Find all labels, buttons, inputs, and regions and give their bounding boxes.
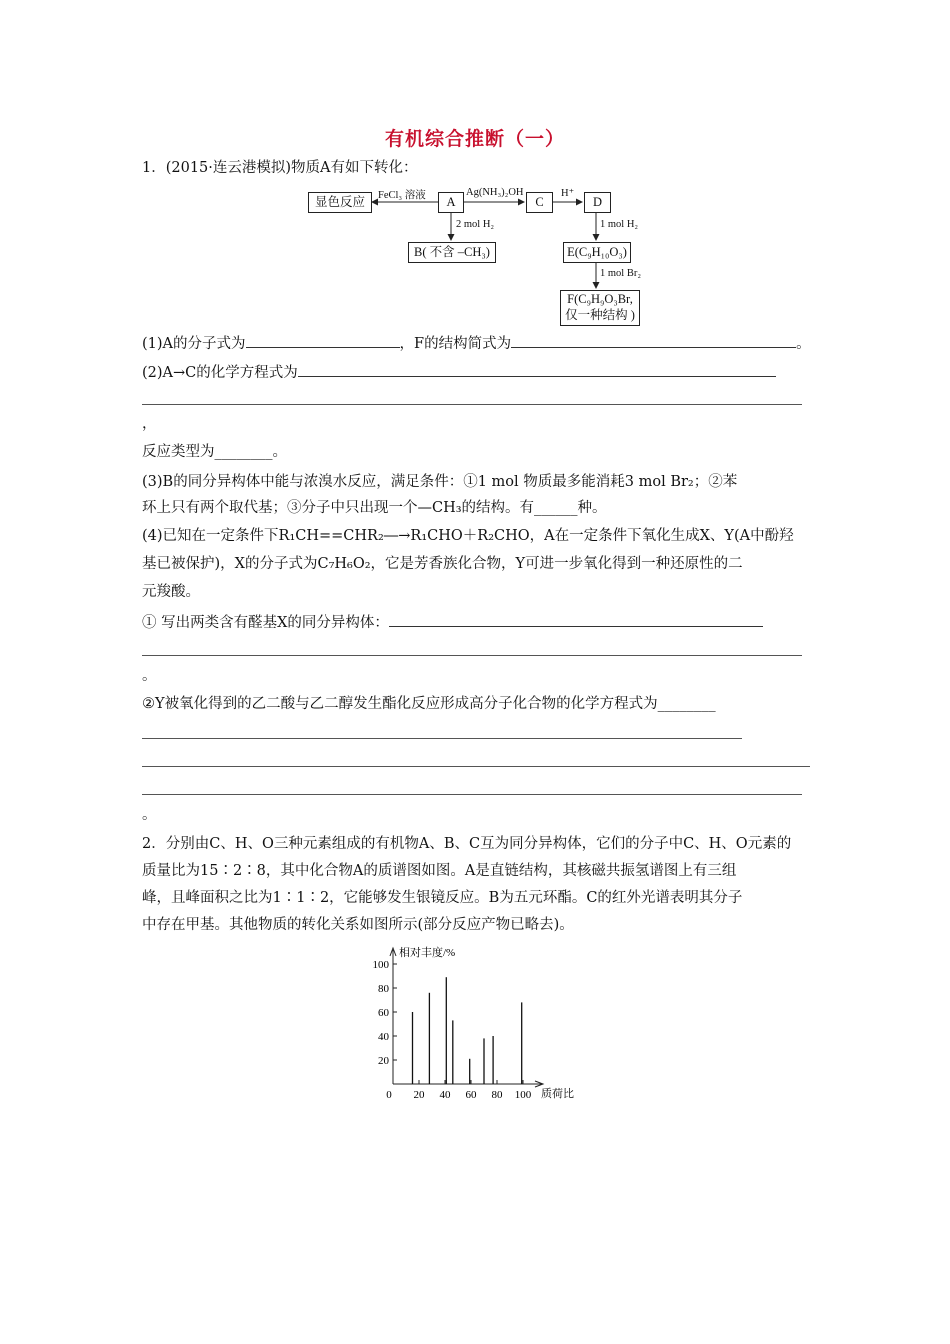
answer-blank-equation-ac[interactable] — [298, 362, 776, 377]
q1-comma: ， — [142, 416, 157, 432]
box-a: A — [438, 192, 464, 213]
box-d: D — [584, 192, 611, 213]
q2-line4: 中存在甲基。其他物质的转化关系如图所示(部分反应产物已略去)。 — [142, 917, 574, 933]
answer-blank-formula-a[interactable] — [246, 333, 400, 348]
q1-part1-b: ，F的结构简式为 — [399, 336, 512, 352]
q1-part4-sub1-text: ① 写出两类含有醛基X的同分异构体： — [142, 615, 389, 631]
q1-part4-line1: (4)已知在一定条件下R₁CH==CHR₂―→R₁CHO＋R₂CHO，A在一定条件下氧化生成X、Y(A中酚羟 — [142, 528, 794, 544]
answer-line[interactable] — [142, 766, 810, 767]
y-tick-label: 40 — [378, 1031, 389, 1043]
answer-blank-structure-f[interactable] — [511, 333, 796, 348]
box-f-line1: F(C₉H₉O₃Br, — [567, 292, 633, 306]
q1-part4-period2: 。 — [142, 807, 157, 823]
y-tick-label: 100 — [372, 959, 389, 971]
q1-part2-type: 反应类型为________。 — [142, 444, 287, 460]
q2-line2: 质量比为15∶2∶8，其中化合物A的质谱图如图。A是直链结构，其核磁共振氢谱图上有三组 — [142, 863, 737, 879]
q1-intro: 1．(2015·连云港模拟)物质A有如下转化： — [142, 160, 418, 176]
q1-part2 — [142, 362, 776, 383]
q1-part1 — [142, 333, 811, 354]
label-1mol-br2: 1 mol Br₂ — [600, 268, 641, 279]
chart-xlabel: 质荷比 — [541, 1088, 574, 1100]
chart-ylabel: 相对丰度/% — [399, 947, 456, 959]
q1-part1-end: 。 — [796, 336, 811, 352]
box-b: B( 不含 –CH₃) — [408, 242, 496, 263]
y-tick-label: 80 — [378, 983, 389, 995]
x-tick-label: 80 — [491, 1089, 503, 1101]
x-tick-label: 100 — [514, 1089, 532, 1101]
q1-part4-sub1 — [142, 612, 763, 633]
label-ag-nh3: Ag(NH₃)₂OH — [466, 187, 524, 198]
q2-line1: 2．分别由C、H、O三种元素组成的有机物A、B、C互为同分异构体，它们的分子中C、H、O元素的 — [142, 836, 792, 852]
label-fecl3: FeCl₃ 溶液 — [378, 190, 426, 201]
y-tick-label: 60 — [378, 1007, 389, 1019]
x-tick-label: 0 — [386, 1089, 392, 1101]
label-h-plus: H⁺ — [561, 188, 575, 199]
box-c: C — [526, 192, 553, 213]
box-f — [560, 290, 640, 326]
x-tick-label: 60 — [465, 1089, 477, 1101]
mass-spectrum-chart — [355, 940, 655, 1115]
x-tick-label: 40 — [439, 1089, 451, 1101]
x-tick-label: 20 — [413, 1089, 425, 1101]
answer-line[interactable] — [142, 655, 802, 656]
answer-line[interactable] — [142, 738, 742, 739]
q1-part4-period1: 。 — [142, 668, 157, 684]
q1-part4-sub2: ②Y被氧化得到的乙二酸与乙二醇发生酯化反应形成高分子化合物的化学方程式为________ — [142, 696, 716, 712]
label-1mol-h2: 1 mol H₂ — [600, 219, 639, 230]
q1-part3-line2: 环上只有两个取代基；③分子中只出现一个—CH₃的结构。有______种。 — [142, 500, 607, 516]
page-title: 有机综合推断（一） — [384, 128, 565, 150]
q1-part3-line1: (3)B的同分异构体中能与浓溴水反应，满足条件：①1 mol 物质最多能消耗3 mol Br₂；②苯 — [142, 474, 738, 490]
q2-line3: 峰，且峰面积之比为1∶1∶2，它能够发生银镜反应。B为五元环酯。C的红外光谱表明其分子 — [142, 890, 743, 906]
q1-part2-text: (2)A→C的化学方程式为 — [142, 365, 298, 381]
q1-part4-line3: 元羧酸。 — [142, 584, 200, 600]
y-tick-label: 20 — [378, 1055, 389, 1067]
answer-blank-isomers[interactable] — [389, 612, 763, 627]
q1-part1-a: (1)A的分子式为 — [142, 336, 246, 352]
answer-line[interactable] — [142, 404, 802, 405]
answer-line[interactable] — [142, 794, 802, 795]
box-f-line2: 仅一种结构 ) — [565, 308, 635, 322]
box-e: E(C₉H₁₀O₃) — [563, 242, 631, 263]
q1-part4-line2: 基已被保护)，X的分子式为C₇H₆O₂，它是芳香族化合物，Y可进一步氧化得到一种还原性的二 — [142, 556, 743, 572]
label-2mol-h2: 2 mol H₂ — [456, 219, 495, 230]
diagram-arrows — [0, 0, 950, 340]
box-color-reaction: 显色反应 — [308, 192, 372, 213]
